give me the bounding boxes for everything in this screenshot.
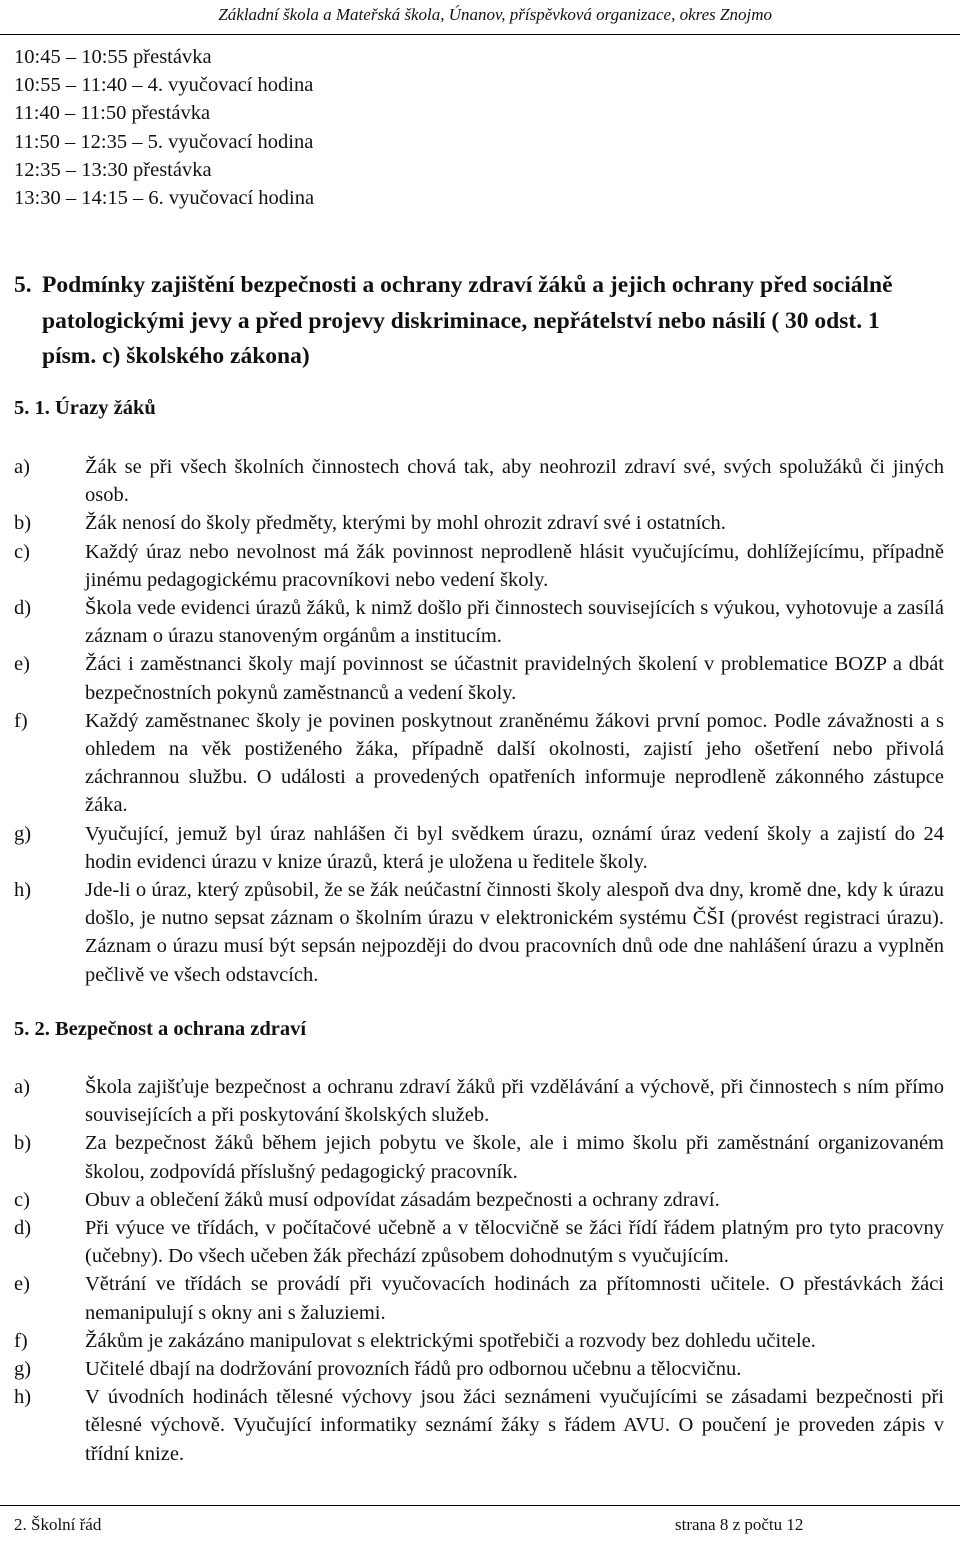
list-item <box>14 1129 944 1185</box>
section-5-heading <box>14 268 914 375</box>
page-footer <box>0 1505 960 1541</box>
footer-page-number: strana 8 z počtu 12 <box>675 1515 804 1534</box>
list-item-text: Za bezpečnost žáků během jejich pobytu ve škole, ale i mimo školu při zaměstnání organizovaném školou, zodpovídá příslušný pedagogický pracovník. <box>85 1132 944 1183</box>
list-item-label: e) <box>14 1273 30 1296</box>
list-item-text: Žák nenosí do školy předměty, kterými by mohl ohrozit zdraví své i ostatních. <box>85 512 726 535</box>
list-item-label: b) <box>14 512 32 535</box>
schedule-row: 10:45 – 10:55 přestávka <box>14 46 212 68</box>
list-item <box>14 1327 944 1355</box>
list-item-text: V úvodních hodinách tělesné výchovy jsou žáci seznámeni vyučujícími se zásadami bezpečnosti při tělesné výchově. Vyučující informatiky seznámí žáky s řádem AVU. O poučení je proveden zápis v třídní knize. <box>85 1386 944 1465</box>
list-item-text: Žáci i zaměstnanci školy mají povinnost se účastnit pravidelných školení v problematice BOZP a dbát bezpečnostních pokynů zaměstnanců a vedení školy. <box>85 653 944 704</box>
footer-divider <box>0 1505 960 1506</box>
header-institution: Základní škola a Mateřská škola, Únanov, příspěvková organizace, okres Znojmo <box>218 5 772 24</box>
list-item-text: Obuv a oblečení žáků musí odpovídat zásadám bezpečnosti a ochrany zdraví. <box>85 1188 720 1211</box>
list-item <box>14 876 944 989</box>
list-item-label: c) <box>14 1188 30 1211</box>
list-item-label: d) <box>14 1217 32 1240</box>
schedule-list <box>14 43 614 212</box>
list-item-text: Škola zajišťuje bezpečnost a ochranu zdraví žáků při vzdělávání a výchově, při činnostech s ním přímo souvisejících a při poskytování školských služeb. <box>85 1076 944 1127</box>
list-item-text: Jde-li o úraz, který způsobil, že se žák neúčastní činnosti školy alespoň dva dny, kromě dne, kdy k úrazu došlo, je nutno sepsat záznam o školním úrazu v elektronickém systému ČŠI (provést registraci úrazu). Záznam o úrazu musí být sepsán nejpozději do dvou pracovních dnů ode dne nahlášení úrazu a vyplněn pečlivě ve všech odstavcích. <box>85 879 944 986</box>
list-item-text: Vyučující, jemuž byl úraz nahlášen či byl svědkem úrazu, oznámí úraz vedení školy a zajistí do 24 hodin evidenci úrazu v knize úrazů, která je uložena u ředitele školy. <box>85 822 944 873</box>
list-item-text: Žákům je zakázáno manipulovat s elektrickými spotřebiči a rozvody bez dohledu učitele. <box>85 1329 816 1352</box>
list-item <box>14 538 944 594</box>
page-header <box>0 5 960 31</box>
header-divider <box>0 34 960 35</box>
list-item-text: Při výuce ve třídách, v počítačové učebně a v tělocvičně se žáci řídí řádem platným pro tyto pracovny (učebny). Do všech učeben žák přechází způsobem dohodnutým s vyučujícím. <box>85 1217 944 1268</box>
section-5-2-heading: 5. 2. Bezpečnost a ochrana zdraví <box>14 1018 307 1040</box>
list-item-label: c) <box>14 540 30 563</box>
list-item <box>14 453 944 509</box>
section-5-1-list <box>14 453 944 989</box>
list-item-label: g) <box>14 822 32 845</box>
section-5-1-heading: 5. 1. Úrazy žáků <box>14 397 156 419</box>
schedule-row: 10:55 – 11:40 – 4. vyučovací hodina <box>14 74 314 97</box>
section-5-title: Podmínky zajištění bezpečnosti a ochrany zdraví žáků a jejich ochrany před sociálně patologickými jevy a před projevy diskriminace, nepřátelství nebo násilí ( 30 odst. 1 písm. c) školského zákona) <box>42 272 893 369</box>
list-item <box>14 707 944 820</box>
schedule-row: 11:40 – 11:50 přestávka <box>14 102 211 125</box>
list-item-label: h) <box>14 879 32 902</box>
list-item-label: e) <box>14 653 30 676</box>
list-item-text: Žák se při všech školních činnostech chová tak, aby neohrozil zdraví své, svých spolužáků či jiných osob. <box>85 456 944 507</box>
list-item-text: Každý zaměstnanec školy je povinen poskytnout zraněnému žákovi první pomoc. Podle závažnosti a s ohledem na věk postiženého žáka, případně další okolnosti, zajistí jeho ošetření nebo přivolá záchrannou službu. O události a provedených opatřeních informuje neprodleně zákonného zástupce žáka. <box>85 709 944 817</box>
list-item-label: f) <box>14 1329 28 1352</box>
list-item-label: b) <box>14 1132 32 1155</box>
list-item-text: Učitelé dbají na dodržování provozních řádů pro odbornou učebnu a tělocvičnu. <box>85 1358 742 1381</box>
footer-document-name: 2. Školní řád <box>14 1515 102 1534</box>
list-item-text: Škola vede evidenci úrazů žáků, k nimž došlo při činnostech souvisejících s výukou, vyhotovuje a zasílá záznam o úrazu stanoveným orgánům a institucím. <box>85 597 944 648</box>
list-item <box>14 650 944 706</box>
list-item <box>14 1186 944 1214</box>
list-item <box>14 1270 944 1326</box>
list-item-label: d) <box>14 597 32 620</box>
list-item <box>14 594 944 650</box>
section-5-2-list <box>14 1073 944 1468</box>
list-item-label: a) <box>14 456 30 478</box>
list-item <box>14 509 944 537</box>
list-item <box>14 820 944 876</box>
section-5-number: 5. <box>14 272 32 298</box>
list-item <box>14 1073 944 1129</box>
list-item-label: g) <box>14 1358 32 1381</box>
list-item <box>14 1383 944 1468</box>
list-item-text: Větrání ve třídách se provádí při vyučovacích hodinách za přítomnosti učitele. O přestávkách žáci nemanipulují s okny ani s žaluziemi. <box>85 1273 944 1324</box>
schedule-row: 13:30 – 14:15 – 6. vyučovací hodina <box>14 186 315 209</box>
list-item-label: f) <box>14 709 28 732</box>
list-item-text: Každý úraz nebo nevolnost má žák povinnost neprodleně hlásit vyučujícímu, dohlížejícímu, případně jinému pedagogickému pracovníkovi nebo vedení školy. <box>85 540 944 591</box>
list-item-label: a) <box>14 1076 30 1098</box>
list-item <box>14 1355 944 1383</box>
schedule-row: 11:50 – 12:35 – 5. vyučovací hodina <box>14 130 314 153</box>
list-item <box>14 1214 944 1270</box>
list-item-label: h) <box>14 1386 32 1409</box>
schedule-row: 12:35 – 13:30 přestávka <box>14 158 212 181</box>
